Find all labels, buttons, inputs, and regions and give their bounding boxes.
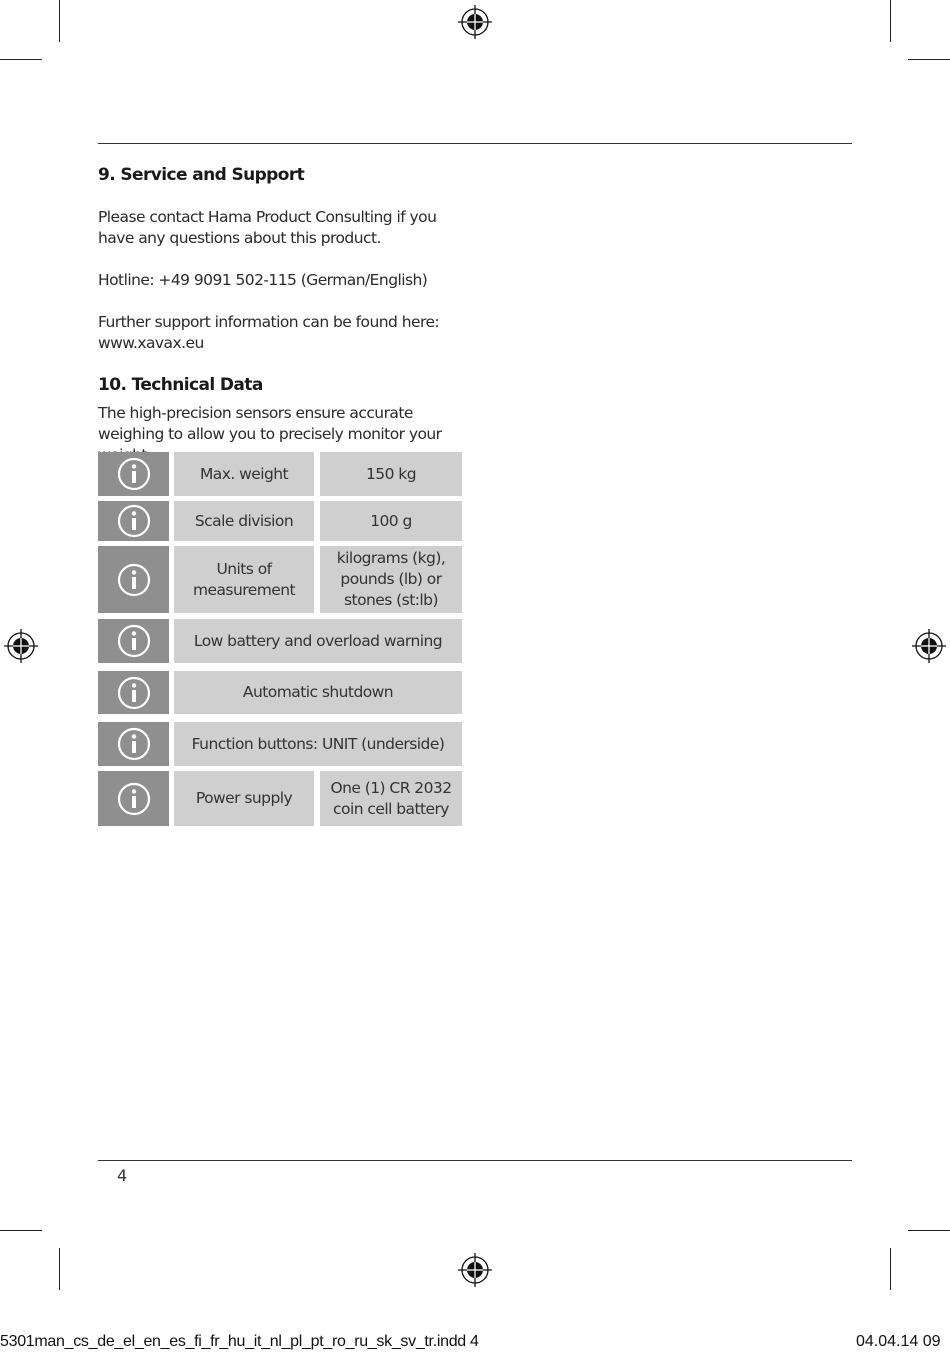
table-feature: Low battery and overload warning: [174, 619, 462, 663]
table-value: [320, 771, 462, 826]
section-heading-technical: 10. Technical Data: [98, 375, 263, 395]
registration-mark-icon: [912, 629, 946, 663]
header-rule: [98, 143, 852, 144]
crop-mark: [890, 0, 891, 42]
table-row: [98, 671, 462, 714]
page-number: 4: [117, 1166, 128, 1185]
table-row: [98, 619, 462, 663]
support-info-text: Further support information can be found here: www.xavax.eu: [98, 313, 440, 352]
table-row: [98, 771, 462, 826]
table-row: [98, 501, 462, 541]
info-icon: [117, 782, 151, 816]
table-value-text: One (1) CR 2032 coin cell battery: [330, 778, 452, 818]
info-icon-cell: [98, 771, 169, 826]
technical-intro: The high-precision sensors ensure accurate weighing to allow you to precisely monitor your: [98, 404, 442, 443]
crop-mark: [59, 0, 60, 42]
registration-mark-icon: [458, 1253, 492, 1287]
info-icon-cell: [98, 452, 169, 496]
crop-mark: [908, 59, 950, 60]
registration-mark-icon: [458, 5, 492, 39]
table-feature: Function buttons: UNIT (underside): [174, 722, 462, 766]
info-icon-cell: [98, 619, 169, 663]
section-heading-service: 9. Service and Support: [98, 165, 305, 185]
crop-mark: [0, 1230, 42, 1231]
table-value: 100 g: [320, 501, 462, 541]
info-icon-cell: [98, 501, 169, 541]
table-value-text: kilograms (kg), pounds (lb) or stones (st:lb): [336, 549, 446, 609]
crop-mark: [0, 59, 42, 60]
service-paragraph: Please contact Hama Product Consulting if you have any questions about this product.: [98, 208, 437, 247]
info-icon: [117, 727, 151, 761]
crop-mark: [59, 1248, 60, 1290]
table-label: Scale division: [174, 501, 314, 541]
info-icon: [117, 624, 151, 658]
table-row: [98, 722, 462, 766]
slug-date: 04.04.14 09: [856, 1333, 941, 1350]
table-value: 150 kg: [320, 452, 462, 496]
table-value: [320, 546, 462, 613]
table-row: [98, 546, 462, 613]
hotline-text: Hotline: +49 9091 502-115 (German/English): [98, 271, 428, 289]
info-icon: [117, 457, 151, 491]
info-icon: [117, 676, 151, 710]
table-label-text: Units of measurement: [192, 559, 296, 599]
footer-rule: [98, 1160, 852, 1161]
info-icon: [117, 563, 151, 597]
registration-mark-icon: [4, 629, 38, 663]
slug-filename: 5301man_cs_de_el_en_es_fi_fr_hu_it_nl_pl_pt_ro_ru_sk_sv_tr.indd 4: [0, 1333, 479, 1350]
crop-mark: [908, 1230, 950, 1231]
info-icon: [117, 504, 151, 538]
info-icon-cell: [98, 671, 169, 714]
info-icon-cell: [98, 546, 169, 613]
crop-mark: [890, 1248, 891, 1290]
table-label: [174, 546, 314, 613]
table-label: Power supply: [174, 771, 314, 826]
table-row: [98, 452, 462, 496]
table-feature: Automatic shutdown: [174, 671, 462, 714]
table-label: Max. weight: [174, 452, 314, 496]
info-icon-cell: [98, 722, 169, 766]
